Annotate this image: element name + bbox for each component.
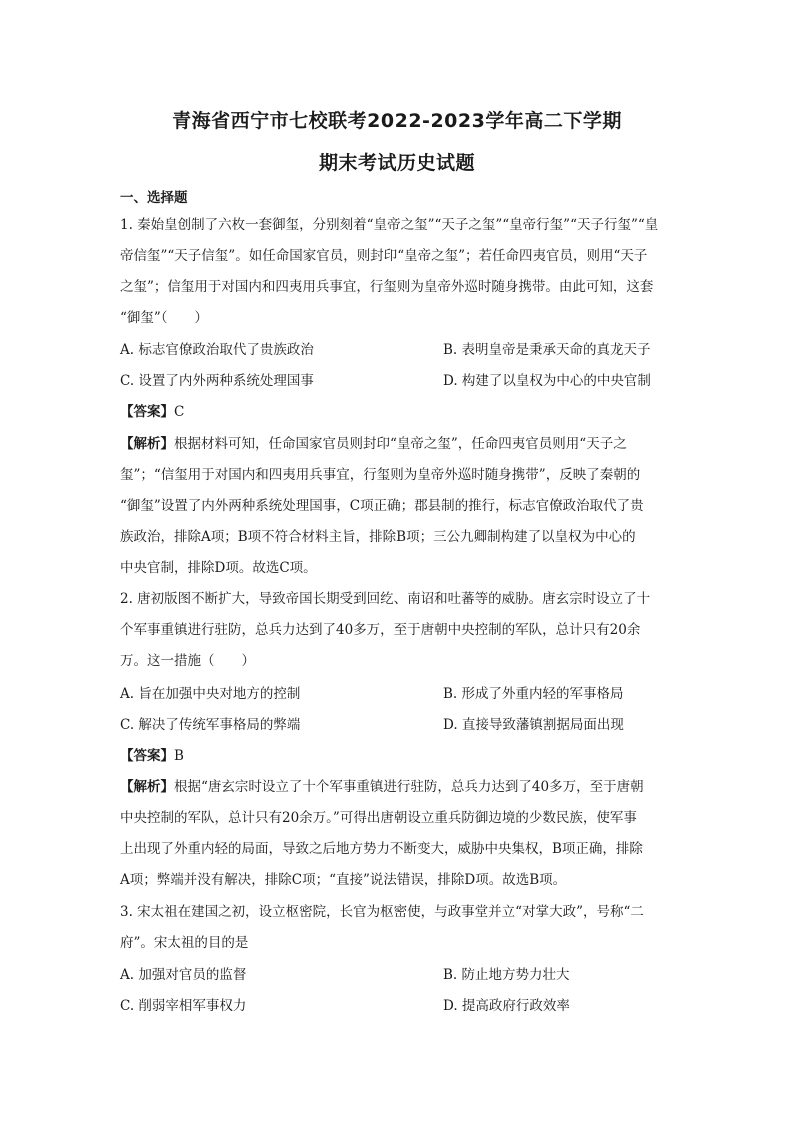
q1-analysis-line-2: 玺”；“信玺用于对国内和四夷用兵事宜，行玺则为皇帝外巡时随身携带”，反映了秦朝的 bbox=[120, 467, 641, 483]
q2-answer-tag: 【答案】 bbox=[120, 748, 174, 764]
q1-option-b: B. 表明皇帝是秉承天命的真龙天子 bbox=[443, 342, 651, 358]
q3-option-a: A. 加强对官员的监督 bbox=[120, 967, 247, 983]
q1-analysis-tag: 【解析】 bbox=[120, 436, 174, 452]
title-line-2: 期末考试历史试题 bbox=[318, 152, 475, 174]
q2-line-2: 个军事重镇进行驻防，总兵力达到了40多万，至于唐朝中央控制的军队，总计只有20余 bbox=[120, 622, 641, 638]
q2-analysis-line-1 bbox=[120, 778, 680, 796]
q1-option-a: A. 标志官僚政治取代了贵族政治 bbox=[120, 342, 314, 358]
q1-analysis-line-5: 中央官制，排除D项。故选C项。 bbox=[120, 560, 317, 576]
q1-answer-value: C bbox=[174, 404, 185, 420]
q2-option-b: B. 形成了外重内轻的军事格局 bbox=[443, 686, 624, 702]
q3-line-2: 府”。宋太祖的目的是 bbox=[120, 935, 249, 951]
q3-option-b: B. 防止地方势力壮大 bbox=[443, 967, 570, 983]
q2-line-1: 2. 唐初版图不断扩大，导致帝国长期受到回纥、南诏和吐蕃等的威胁。唐玄宗时设立了十 bbox=[120, 591, 651, 607]
q1-line-3: 之玺”；信玺用于对国内和四夷用兵事宜，行玺则为皇帝外巡时随身携带。由此可知，这套 bbox=[120, 279, 654, 295]
q2-answer-value: B bbox=[174, 748, 184, 764]
q1-analysis-line-4: 族政治，排除A项；B项不符合材料主旨，排除B项；三公九卿制构建了以皇权为中心的 bbox=[120, 529, 636, 545]
q1-answer bbox=[120, 403, 680, 421]
q2-option-d: D. 直接导致藩镇割据局面出现 bbox=[443, 717, 624, 733]
q2-analysis-line-4: A项；弊端并没有解决，排除C项；“直接”说法错误，排除D项。故选B项。 bbox=[120, 872, 567, 888]
q1-line-2: 帝信玺”“天子信玺”。如任命国家官员，则封印“皇帝之玺”；若任命四夷官员，则用“天子 bbox=[120, 248, 648, 264]
q1-analysis-text-1: 根据材料可知，任命国家官员则封印“皇帝之玺”，任命四夷官员则用“天子之 bbox=[174, 436, 627, 452]
q1-option-d: D. 构建了以皇权为中心的中央官制 bbox=[443, 373, 651, 389]
q2-option-c: C. 解决了传统军事格局的弊端 bbox=[120, 717, 301, 733]
q1-analysis-line-3: “御玺”设置了内外两种系统处理国事，C项正确；郡县制的推行，标志官僚政治取代了贵 bbox=[120, 498, 644, 514]
q2-answer bbox=[120, 747, 680, 765]
q2-analysis-tag: 【解析】 bbox=[120, 779, 174, 795]
q3-line-1: 3. 宋太祖在建国之初，设立枢密院，长官为枢密使，与政事堂并立“对掌大政”，号称“二 bbox=[120, 904, 644, 920]
q1-analysis-line-1 bbox=[120, 435, 680, 453]
title-line-1: 青海省西宁市七校联考2022-2023学年高二下学期 bbox=[172, 110, 622, 132]
q1-line-4: “御玺”（ ） bbox=[120, 310, 209, 326]
q3-option-d: D. 提高政府行政效率 bbox=[443, 998, 570, 1014]
q2-line-3: 万。这一措施（ ） bbox=[120, 653, 255, 669]
section-heading: 一、选择题 bbox=[120, 190, 188, 206]
q1-answer-tag: 【答案】 bbox=[120, 404, 174, 420]
q3-option-c: C. 削弱宰相军事权力 bbox=[120, 998, 247, 1014]
q1-line-1: 1. 秦始皇创制了六枚一套御玺，分别刻着“皇帝之玺”“天子之玺”“皇帝行玺”“天子行玺”“皇 bbox=[120, 217, 659, 233]
q1-option-c: C. 设置了内外两种系统处理国事 bbox=[120, 373, 314, 389]
q2-option-a: A. 旨在加强中央对地方的控制 bbox=[120, 686, 301, 702]
q2-analysis-line-2: 中央控制的军队，总计只有20余万。”可得出唐朝设立重兵防御边境的少数民族，使军事 bbox=[120, 810, 637, 826]
q2-analysis-text-1: 根据“唐玄宗时设立了十个军事重镇进行驻防，总兵力达到了40多万，至于唐朝 bbox=[174, 779, 644, 795]
q2-analysis-line-3: 上出现了外重内轻的局面，导致之后地方势力不断变大，威胁中央集权，B项正确，排除 bbox=[120, 841, 643, 857]
